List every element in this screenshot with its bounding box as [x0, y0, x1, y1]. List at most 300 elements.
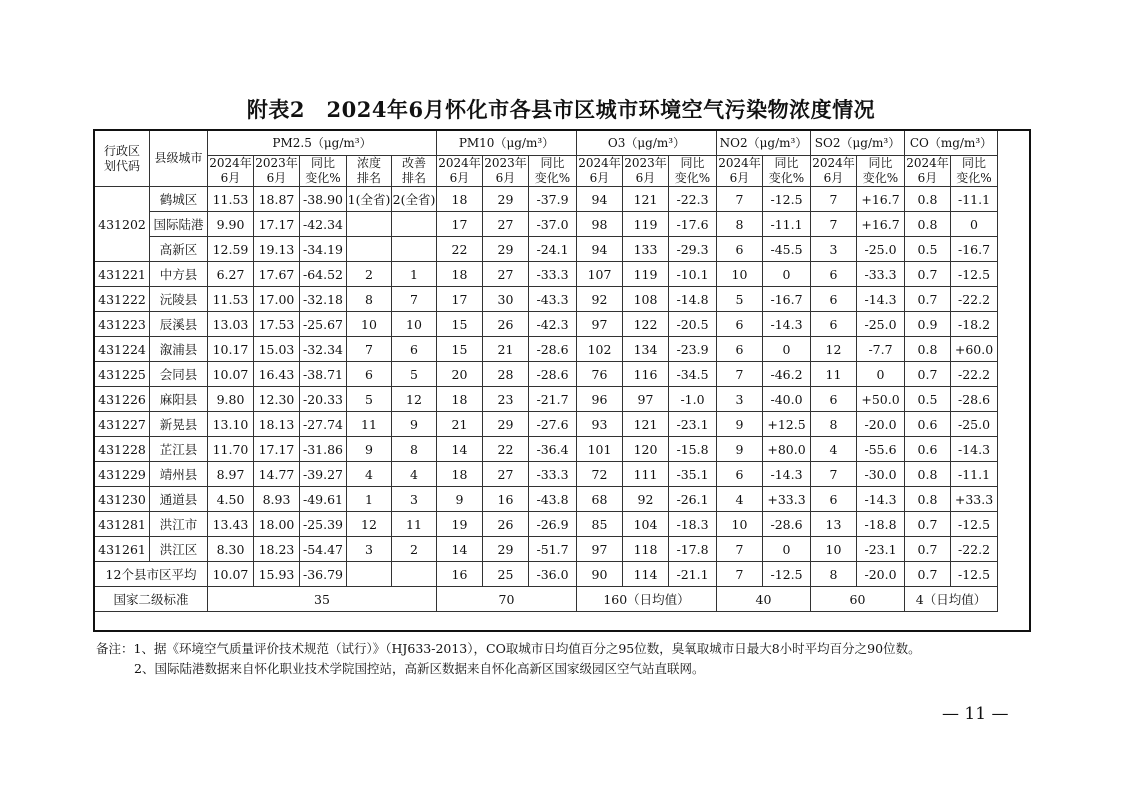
pm25-cell: 17.67 [254, 262, 300, 287]
pm25-improve_rank-header: 改善 排名 [392, 156, 437, 187]
pm10-cell: -43.8 [529, 487, 577, 512]
document-title: 附表2 2024年6月怀化市各县市区城市环境空气污染物浓度情况 [246, 97, 876, 122]
pm25-cell: -64.52 [300, 262, 347, 287]
table-row [95, 262, 998, 287]
pm10-cell: -24.1 [529, 237, 577, 262]
o3-y2024-header: 2024年 6月 [578, 156, 621, 185]
code-cell: 431224 [95, 337, 150, 362]
co-cell: -22.2 [951, 537, 998, 562]
so2-cell: 3 [811, 237, 857, 262]
o3-cell: 119 [623, 212, 669, 237]
code-cell: 431225 [95, 362, 150, 387]
o3-cell: 98 [577, 212, 623, 237]
pm25-cell: 9 [392, 412, 437, 437]
pm25-cell: 10 [392, 312, 437, 337]
so2-cell: -30.0 [857, 462, 905, 487]
pm25-cell [347, 237, 392, 262]
table-row [95, 487, 998, 512]
city-header: 县级城市 [150, 131, 208, 187]
so2-cell: -7.7 [857, 337, 905, 362]
no2-cell: 6 [717, 237, 763, 262]
pm10-cell: 18 [437, 262, 483, 287]
so2-cell: -18.8 [857, 512, 905, 537]
o3-cell: 118 [623, 537, 669, 562]
pm25-cell: 12.59 [208, 237, 254, 262]
pm25-cell: 16.43 [254, 362, 300, 387]
co-cell: -16.7 [951, 237, 998, 262]
code-cell: 431223 [95, 312, 150, 337]
pm25-cell [347, 562, 392, 587]
pm10-cell: 14 [437, 437, 483, 462]
code-header: 行政区 划代码 [95, 131, 150, 187]
pm25-cell: 9 [347, 437, 392, 462]
pm25-cell: 2 [347, 262, 392, 287]
no2-cell: -14.3 [763, 312, 811, 337]
co-cell: -12.5 [951, 262, 998, 287]
co-cell: +60.0 [951, 337, 998, 362]
table-row [95, 412, 998, 437]
co-cell: 0.7 [905, 362, 951, 387]
so2-cell: -25.0 [857, 312, 905, 337]
pm10-cell: 18 [437, 387, 483, 412]
pm25-cell: 9.80 [208, 387, 254, 412]
pm25-cell [392, 212, 437, 237]
table-row [95, 437, 998, 462]
pm25-cell: 13.03 [208, 312, 254, 337]
co-cell: 0.7 [905, 262, 951, 287]
o3-cell: 93 [577, 412, 623, 437]
pm25-cell: 12 [392, 387, 437, 412]
pm25-cell: 6 [347, 362, 392, 387]
o3-cell: -15.8 [669, 437, 717, 462]
pm10-cell: -28.6 [529, 337, 577, 362]
o3-group-header: O3（μg/m³） [577, 131, 717, 156]
co-cell: 0.6 [905, 437, 951, 462]
o3-cell: 94 [577, 237, 623, 262]
table-row [95, 237, 998, 262]
pm25-cell: 14.77 [254, 462, 300, 487]
pm10-cell: 29 [483, 537, 529, 562]
pm10-cell: 18 [437, 187, 483, 212]
no2-cell: 7 [717, 537, 763, 562]
average-row [95, 562, 998, 587]
pm25-cell: 18.23 [254, 537, 300, 562]
pm25-cell: 10.17 [208, 337, 254, 362]
city-cell: 鹤城区 [150, 187, 208, 212]
pm10-cell: -51.7 [529, 537, 577, 562]
no2-cell: -12.5 [763, 187, 811, 212]
pm25-cell: 17.17 [254, 437, 300, 462]
co-cell: 0.5 [905, 237, 951, 262]
co-cell: -11.1 [951, 187, 998, 212]
no2-cell: 6 [717, 462, 763, 487]
no2-cell: 4 [717, 487, 763, 512]
pm25-cell: 15.03 [254, 337, 300, 362]
pm25-cell: 3 [347, 537, 392, 562]
pm10-cell: 30 [483, 287, 529, 312]
no2-cell: 3 [717, 387, 763, 412]
no2-cell: 8 [717, 212, 763, 237]
city-cell: 中方县 [150, 262, 208, 287]
pm25-cell: 10.07 [208, 362, 254, 387]
so2-cell: -14.3 [857, 487, 905, 512]
pm10-cell: 14 [437, 537, 483, 562]
code-cell: 431221 [95, 262, 150, 287]
table-row [95, 387, 998, 412]
city-cell: 新晃县 [150, 412, 208, 437]
o3-cell: 94 [577, 187, 623, 212]
pm25-cell: -25.67 [300, 312, 347, 337]
no2-cell: +33.3 [763, 487, 811, 512]
o3-cell: 133 [623, 237, 669, 262]
pm25-cell: 11 [347, 412, 392, 437]
pm25-conc_rank-header: 浓度 排名 [347, 156, 392, 187]
o3-yoy-header: 同比 变化% [669, 156, 717, 187]
no2-cell: -28.6 [763, 512, 811, 537]
standard-label: 国家二级标准 [95, 587, 208, 612]
so2-cell: +50.0 [857, 387, 905, 412]
city-cell: 辰溪县 [150, 312, 208, 337]
pm10-standard: 70 [437, 587, 577, 612]
pollutant-table [94, 130, 998, 612]
pm25-cell: 1 [347, 487, 392, 512]
co-cell: 0.7 [905, 287, 951, 312]
pm25-cell: 8 [392, 437, 437, 462]
o3-cell: -23.1 [669, 412, 717, 437]
no2-cell: 0 [763, 537, 811, 562]
co-cell: 0.8 [905, 212, 951, 237]
pm10-cell: 17 [437, 212, 483, 237]
pm10-cell: 9 [437, 487, 483, 512]
co-cell: -14.3 [951, 437, 998, 462]
o3-cell: -20.5 [669, 312, 717, 337]
note-1: 备注：1、据《环境空气质量评价技术规范（试行）》（HJ633-2013），CO取城市日均值百分之95位数，臭氧取城市日最大8小时平均百分之90位数。 [96, 641, 921, 656]
co-yoy-header: 同比 变化% [951, 156, 998, 187]
pm10-cell: 28 [483, 362, 529, 387]
so2-group-header: SO2（μg/m³） [811, 131, 905, 156]
pm25-cell: -36.79 [300, 562, 347, 587]
table-row [95, 187, 998, 212]
pm10-cell: 26 [483, 312, 529, 337]
pm10-cell: 18 [437, 462, 483, 487]
pm10-yoy-header: 同比 变化% [529, 156, 577, 187]
co-cell: 0.6 [905, 412, 951, 437]
no2-yoy-header: 同比 变化% [763, 156, 811, 187]
so2-cell: 0 [857, 362, 905, 387]
o3-cell: -26.1 [669, 487, 717, 512]
pm10-y2023-header: 2023年 6月 [484, 156, 527, 185]
pm25-cell: -34.19 [300, 237, 347, 262]
no2-cell: 9 [717, 437, 763, 462]
pm10-cell: -36.4 [529, 437, 577, 462]
co-cell: 0 [951, 212, 998, 237]
table-row [95, 312, 998, 337]
note-2: 2、国际陆港数据来自怀化职业技术学院国控站，高新区数据来自怀化高新区国家级园区空气站直联网。 [134, 661, 705, 676]
pm25-cell: 18.00 [254, 512, 300, 537]
pm25-cell: 5 [347, 387, 392, 412]
co-cell: 0.5 [905, 387, 951, 412]
table-row [95, 362, 998, 387]
co-cell: -22.2 [951, 287, 998, 312]
pm10-cell: -33.3 [529, 262, 577, 287]
code-cell: 431261 [95, 537, 150, 562]
pm10-cell: -33.3 [529, 462, 577, 487]
code-cell: 431202 [95, 187, 150, 262]
o3-cell: 92 [623, 487, 669, 512]
table-row [95, 287, 998, 312]
o3-cell: 76 [577, 362, 623, 387]
pm10-cell: -37.9 [529, 187, 577, 212]
no2-cell: 7 [717, 362, 763, 387]
pm25-cell: -32.18 [300, 287, 347, 312]
no2-cell: -45.5 [763, 237, 811, 262]
pm25-cell: 1(全省) [347, 187, 392, 212]
city-cell: 通道县 [150, 487, 208, 512]
o3-cell: 107 [577, 262, 623, 287]
so2-y2024-header: 2024年 6月 [812, 156, 855, 185]
pm25-cell [392, 237, 437, 262]
o3-cell: -18.3 [669, 512, 717, 537]
o3-cell: 120 [623, 437, 669, 462]
co-cell: 0.8 [905, 487, 951, 512]
no2-cell: -14.3 [763, 462, 811, 487]
standard-row [95, 587, 998, 612]
pm25-cell: -38.90 [300, 187, 347, 212]
no2-cell: -11.1 [763, 212, 811, 237]
o3-y2023-header: 2023年 6月 [624, 156, 667, 185]
co-cell: 0.7 [905, 537, 951, 562]
o3-cell: 111 [623, 462, 669, 487]
city-cell: 高新区 [150, 237, 208, 262]
so2-cell: 13 [811, 512, 857, 537]
pm10-cell: -28.6 [529, 362, 577, 387]
no2-cell: 10 [717, 262, 763, 287]
so2-cell: 4 [811, 437, 857, 462]
so2-cell: 6 [811, 387, 857, 412]
pm10-cell: -43.3 [529, 287, 577, 312]
pm25-cell: 18.13 [254, 412, 300, 437]
city-cell: 会同县 [150, 362, 208, 387]
co-cell: -12.5 [951, 512, 998, 537]
pm25-cell: 8.93 [254, 487, 300, 512]
pm10-cell: 29 [483, 237, 529, 262]
so2-cell: 6 [811, 312, 857, 337]
pm25-cell: -32.34 [300, 337, 347, 362]
pm25-cell: 11 [392, 512, 437, 537]
pm10-cell: 15 [437, 312, 483, 337]
o3-cell: -34.5 [669, 362, 717, 387]
pm10-cell: 22 [437, 237, 483, 262]
pm10-y2024-header: 2024年 6月 [438, 156, 481, 185]
pm25-y2023-header: 2023年 6月 [255, 156, 298, 185]
so2-cell: +16.7 [857, 212, 905, 237]
no2-cell: 6 [717, 337, 763, 362]
pm25-cell: -49.61 [300, 487, 347, 512]
so2-cell: 7 [811, 462, 857, 487]
o3-cell: 122 [623, 312, 669, 337]
pm10-cell: -26.9 [529, 512, 577, 537]
pm25-cell: -27.74 [300, 412, 347, 437]
pm10-cell: -36.0 [529, 562, 577, 587]
no2-cell: +12.5 [763, 412, 811, 437]
o3-cell: 90 [577, 562, 623, 587]
pm25-cell: 17.00 [254, 287, 300, 312]
o3-cell: 96 [577, 387, 623, 412]
pm10-cell: 26 [483, 512, 529, 537]
table-row [95, 537, 998, 562]
pm25-cell: 6 [392, 337, 437, 362]
city-cell: 洪江市 [150, 512, 208, 537]
table-row [95, 512, 998, 537]
so2-cell: 11 [811, 362, 857, 387]
pm25-cell: 4 [392, 462, 437, 487]
o3-standard: 160（日均值） [577, 587, 717, 612]
pm25-cell: -31.86 [300, 437, 347, 462]
code-cell: 431230 [95, 487, 150, 512]
pm10-cell: 29 [483, 412, 529, 437]
no2-cell: -46.2 [763, 362, 811, 387]
o3-cell: -1.0 [669, 387, 717, 412]
so2-cell: 8 [811, 562, 857, 587]
no2-cell: 5 [717, 287, 763, 312]
o3-cell: -35.1 [669, 462, 717, 487]
o3-cell: -14.8 [669, 287, 717, 312]
pm25-cell: 5 [392, 362, 437, 387]
pm25-cell: 2 [392, 537, 437, 562]
pm10-cell: 27 [483, 262, 529, 287]
pm25-cell: 7 [392, 287, 437, 312]
co-cell: -22.2 [951, 362, 998, 387]
o3-cell: 116 [623, 362, 669, 387]
no2-cell: 9 [717, 412, 763, 437]
pm25-cell: 8 [347, 287, 392, 312]
pm25-cell: 9.90 [208, 212, 254, 237]
pm10-cell: 20 [437, 362, 483, 387]
pm25-cell: 7 [347, 337, 392, 362]
pm10-cell: 27 [483, 462, 529, 487]
so2-cell: -14.3 [857, 287, 905, 312]
pm10-cell: 21 [437, 412, 483, 437]
average-label: 12个县市区平均 [95, 562, 208, 587]
code-cell: 431228 [95, 437, 150, 462]
so2-cell: -20.0 [857, 412, 905, 437]
table-row [95, 337, 998, 362]
o3-cell: 134 [623, 337, 669, 362]
so2-standard: 60 [811, 587, 905, 612]
pm25-cell: 4.50 [208, 487, 254, 512]
table-body [95, 187, 998, 612]
o3-cell: 121 [623, 187, 669, 212]
so2-cell: +16.7 [857, 187, 905, 212]
pm10-cell: 17 [437, 287, 483, 312]
city-cell: 国际陆港 [150, 212, 208, 237]
no2-cell: -12.5 [763, 562, 811, 587]
pm25-cell: 17.53 [254, 312, 300, 337]
co-cell: -11.1 [951, 462, 998, 487]
pm25-cell: 11.53 [208, 287, 254, 312]
city-cell: 靖州县 [150, 462, 208, 487]
pm25-cell: 13.43 [208, 512, 254, 537]
pm10-cell: 29 [483, 187, 529, 212]
code-cell: 431229 [95, 462, 150, 487]
so2-cell: -33.3 [857, 262, 905, 287]
no2-cell: 0 [763, 262, 811, 287]
pm25-cell: 2(全省) [392, 187, 437, 212]
so2-cell: 7 [811, 212, 857, 237]
pm10-cell: -42.3 [529, 312, 577, 337]
pm25-cell: -25.39 [300, 512, 347, 537]
o3-cell: 97 [577, 537, 623, 562]
pm25-cell [392, 562, 437, 587]
pm25-cell: 11.53 [208, 187, 254, 212]
pm25-cell: 19.13 [254, 237, 300, 262]
co-group-header: CO（mg/m³） [905, 131, 998, 156]
co-y2024-header: 2024年 6月 [906, 156, 949, 185]
pm25-cell: -38.71 [300, 362, 347, 387]
code-cell: 431222 [95, 287, 150, 312]
table-row [95, 462, 998, 487]
pm10-cell: 27 [483, 212, 529, 237]
pm25-cell: 8.97 [208, 462, 254, 487]
pm25-yoy-header: 同比 变化% [300, 156, 347, 187]
city-cell: 溆浦县 [150, 337, 208, 362]
no2-cell: 10 [717, 512, 763, 537]
pm25-cell: 6.27 [208, 262, 254, 287]
pm10-cell: 21 [483, 337, 529, 362]
pm25-cell: 15.93 [254, 562, 300, 587]
co-cell: 0.8 [905, 337, 951, 362]
so2-yoy-header: 同比 变化% [857, 156, 905, 187]
o3-cell: 97 [623, 387, 669, 412]
o3-cell: 101 [577, 437, 623, 462]
no2-cell: 7 [717, 187, 763, 212]
so2-cell: 6 [811, 287, 857, 312]
co-cell: 0.9 [905, 312, 951, 337]
pm25-cell: 10 [347, 312, 392, 337]
code-cell: 431227 [95, 412, 150, 437]
pm25-cell: 12.30 [254, 387, 300, 412]
city-cell: 洪江区 [150, 537, 208, 562]
pm25-cell: -42.34 [300, 212, 347, 237]
o3-cell: 114 [623, 562, 669, 587]
table-row [95, 212, 998, 237]
co-cell: -18.2 [951, 312, 998, 337]
no2-cell: -16.7 [763, 287, 811, 312]
so2-cell: 6 [811, 487, 857, 512]
o3-cell: -21.1 [669, 562, 717, 587]
co-cell: 0.7 [905, 562, 951, 587]
pm10-cell: 16 [483, 487, 529, 512]
o3-cell: 102 [577, 337, 623, 362]
pm25-cell: 12 [347, 512, 392, 537]
so2-cell: -25.0 [857, 237, 905, 262]
pm25-cell: 3 [392, 487, 437, 512]
no2-group-header: NO2（μg/m³） [717, 131, 811, 156]
pm25-cell: 17.17 [254, 212, 300, 237]
o3-cell: 121 [623, 412, 669, 437]
pm25-cell: 18.87 [254, 187, 300, 212]
pm25-cell [347, 212, 392, 237]
no2-cell: 7 [717, 562, 763, 587]
so2-cell: -55.6 [857, 437, 905, 462]
o3-cell: 72 [577, 462, 623, 487]
o3-cell: -29.3 [669, 237, 717, 262]
so2-cell: 8 [811, 412, 857, 437]
pm10-cell: 16 [437, 562, 483, 587]
pm25-cell: 8.30 [208, 537, 254, 562]
o3-cell: 85 [577, 512, 623, 537]
pm25-cell: -20.33 [300, 387, 347, 412]
